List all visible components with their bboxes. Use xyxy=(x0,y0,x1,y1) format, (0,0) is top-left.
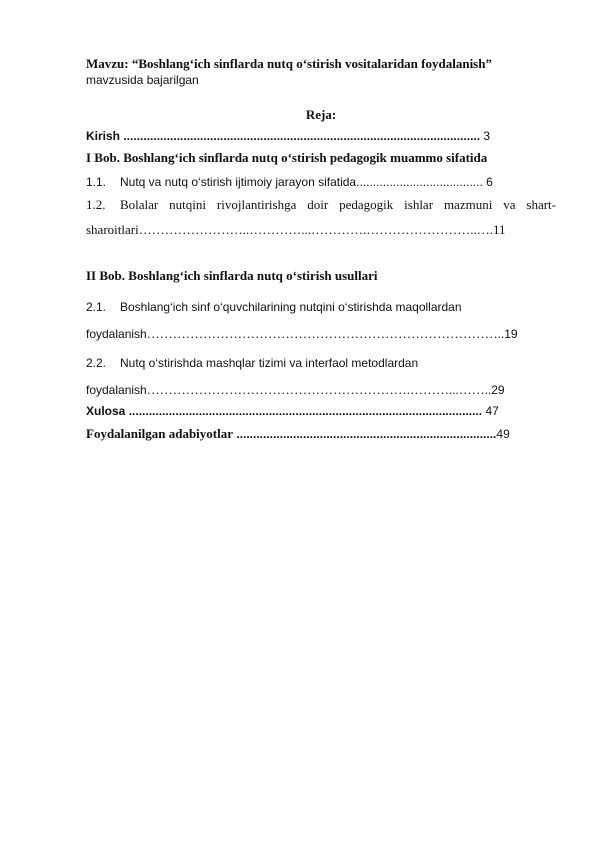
document-page xyxy=(86,56,556,442)
toc-item-2-2-text-line1: Nutq o‘stirishda mashqlar tizimi va interfaol metodlardan xyxy=(120,356,419,370)
toc-item-1-2-number: 1.2. xyxy=(86,197,106,212)
toc-item-2-1 xyxy=(86,300,556,342)
toc-item-1-2-text-line1: Bolalar nutqini rivojlantirishga doir pedagogik ishlar mazmuni va shart- xyxy=(120,197,556,212)
toc-intro-leader: ........................................................................................................... xyxy=(120,129,481,143)
toc-item-1-1-number: 1.1. xyxy=(86,175,107,189)
toc-item-2-1-page: 19 xyxy=(504,327,518,341)
toc-item-1-1-leader: ...................................... xyxy=(356,175,483,189)
topic-title: “Boshlang‘ich sinflarda nutq o‘stirish vositalaridan foydalanish” xyxy=(131,56,492,71)
toc-intro-label: Kirish xyxy=(86,129,121,143)
toc-item-1-2-leader: ……………………..…………...………….……………………..…. xyxy=(138,222,493,237)
topic-label: Mavzu: xyxy=(86,56,129,71)
toc-references-leader: .............................................................................. xyxy=(233,427,497,441)
toc-item-1-2-page: 11 xyxy=(492,222,506,237)
toc-item-2-2-number: 2.2. xyxy=(86,356,107,370)
toc-item-2-2 xyxy=(86,356,556,398)
toc-item-1-2 xyxy=(86,197,556,238)
toc-references-label: Foydalanilgan adabiyotlar xyxy=(86,426,233,441)
toc-item-1-2-text-line2: sharoitlari xyxy=(86,222,139,237)
toc-chapter-1: I Bob. Boshlang‘ich sinflarda nutq o‘stirish pedagogik muammo sifatida xyxy=(86,150,488,165)
toc-item-1-1-page: 6 xyxy=(482,175,493,189)
toc-intro xyxy=(86,129,556,145)
toc-references-page: 49 xyxy=(496,427,510,441)
toc-item-1-1-text: Nutq va nutq o‘stirish ijtimoiy jarayon sifatida xyxy=(120,175,357,189)
toc-item-2-1-number: 2.1. xyxy=(86,300,107,314)
topic-block xyxy=(86,56,556,92)
toc-item-2-1-text-line2: foydalanish xyxy=(86,327,147,341)
toc-item-2-1-leader: ……………………………………………………………………….. xyxy=(146,326,505,341)
toc-item-1-1 xyxy=(86,175,556,191)
toc-item-2-2-text-line2: foydalanish xyxy=(86,383,147,397)
toc-item-2-1-text-line1: Boshlang‘ich sinf o‘quvchilarining nutqini o‘stirishda maqollardan xyxy=(120,300,462,314)
toc-references xyxy=(86,426,556,442)
toc-conclusion-label: Xulosa xyxy=(86,404,126,418)
toc-conclusion-page: 47 xyxy=(482,404,499,418)
toc-chapter-2: II Bob. Boshlang‘ich sinflarda nutq o‘stirish usullari xyxy=(86,268,378,283)
toc-conclusion xyxy=(86,404,556,420)
toc-item-2-2-leader: …………………………………………………….………...…….. xyxy=(146,382,492,397)
toc-conclusion-leader: .......................................................................................................... xyxy=(125,404,483,418)
plan-title: Reja: xyxy=(305,107,337,122)
toc-intro-page: 3 xyxy=(480,129,491,143)
toc-item-2-2-page: 29 xyxy=(491,383,505,397)
topic-subtitle: mavzusida bajarilgan xyxy=(86,73,199,87)
